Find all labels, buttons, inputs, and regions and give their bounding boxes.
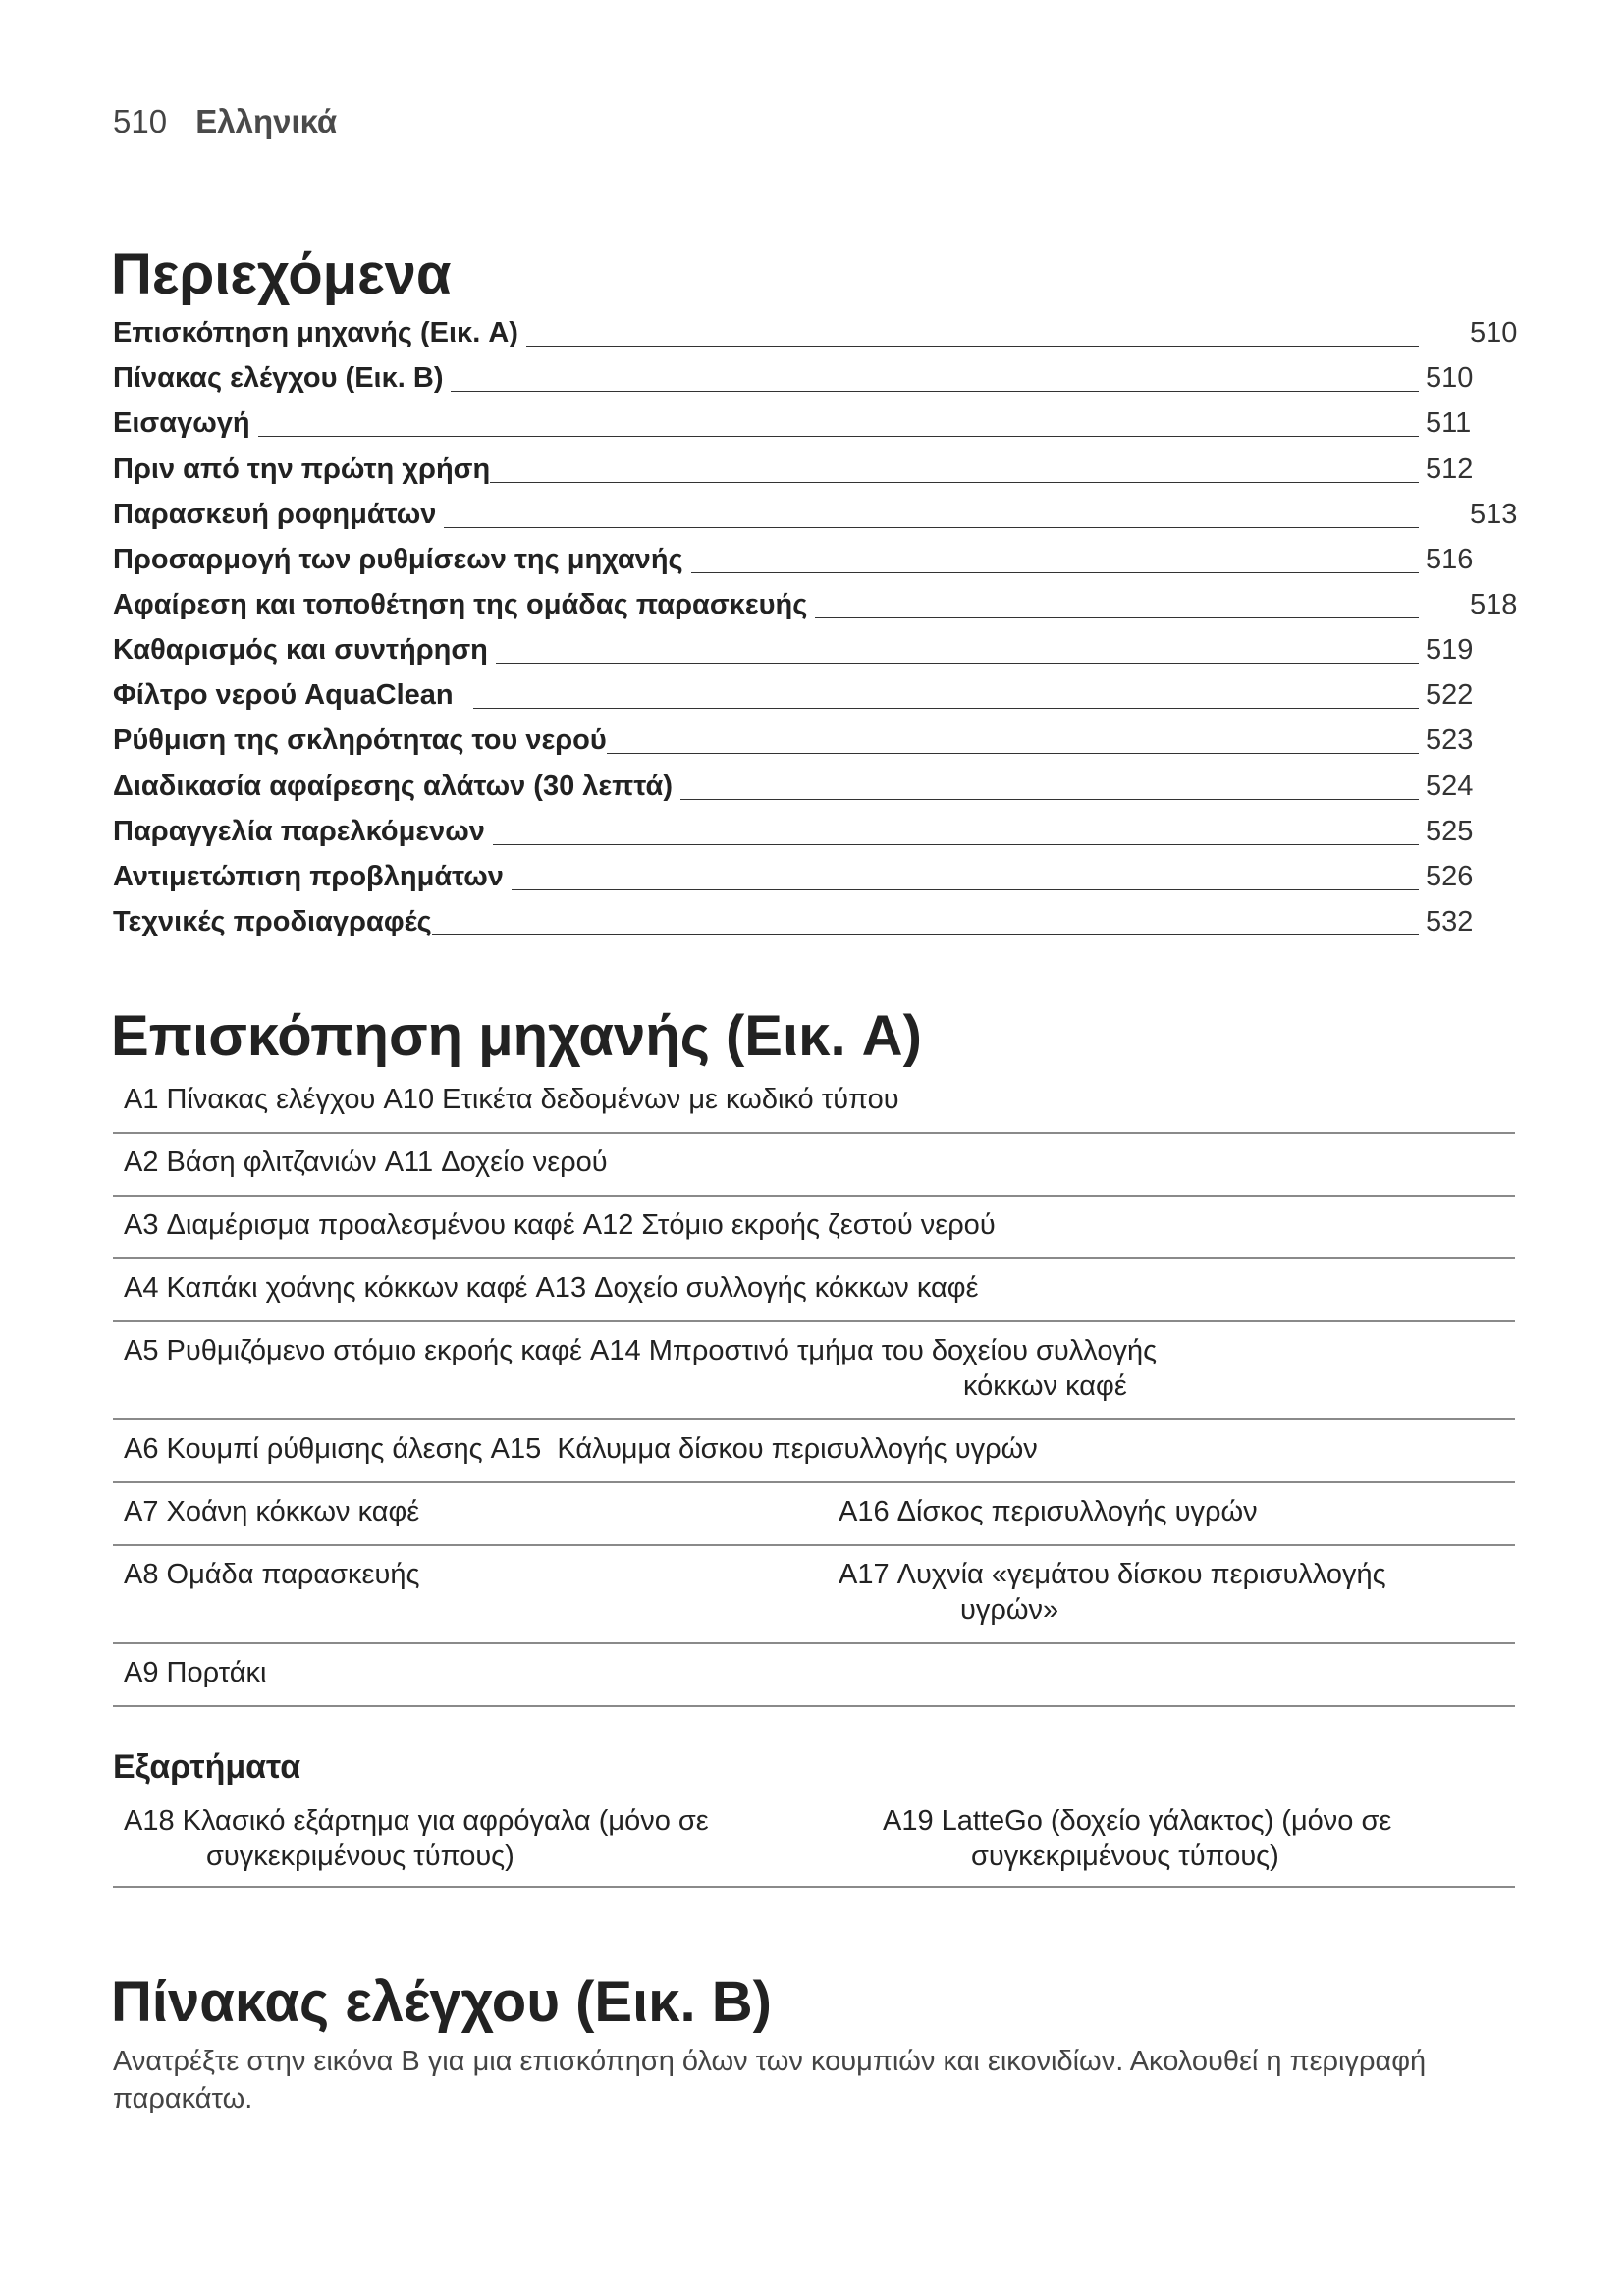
parts-row-text: A8 Ομάδα παρασκευής [124, 1559, 420, 1590]
toc-entry-page: 518 [1470, 588, 1518, 620]
parts-row-text: A3 Διαμέρισμα προαλεσμένου καφέ A12 Στόμιο εκροής ζεστού νερού [124, 1209, 996, 1241]
toc-entry-label: Φίλτρο νερού AquaClean [113, 679, 454, 712]
toc-entry-page: 513 [1470, 498, 1518, 530]
parts-list [113, 1074, 1515, 1707]
toc-entry[interactable] [113, 718, 1517, 763]
toc-entry-page: 510 [1426, 362, 1474, 395]
toc-leader-line [526, 346, 1419, 347]
toc-leader-line [473, 708, 1419, 709]
parts-row-text: A7 Χοάνη κόκκων καφέ [124, 1496, 420, 1527]
section-heading-machine-overview: Επισκόπηση μηχανής (Εικ. A) [111, 1004, 922, 1068]
parts-row [113, 1074, 1515, 1134]
toc-entry[interactable] [113, 582, 1517, 627]
toc-entry[interactable] [113, 809, 1517, 854]
toc-entry-label: Τεχνικές προδιαγραφές [113, 905, 432, 937]
section-heading-control-panel: Πίνακας ελέγχου (Εικ. B) [111, 1970, 772, 2034]
toc-entry[interactable] [113, 672, 1517, 718]
parts-row [113, 1197, 1515, 1259]
toc-leader-line [680, 799, 1419, 800]
toc-entry[interactable] [113, 854, 1517, 899]
parts-row [113, 1483, 1515, 1546]
accessories-heading: Εξαρτήματα [113, 1748, 301, 1786]
toc-title: Περιεχόμενα [111, 242, 452, 306]
parts-row-continuation: κόκκων καφέ [963, 1370, 1127, 1402]
parts-row [113, 1644, 1515, 1707]
toc-leader-line [493, 844, 1419, 845]
toc-entry[interactable] [113, 627, 1517, 672]
toc-entry-label: Πίνακας ελέγχου (Εικ. B) [113, 362, 444, 395]
toc-entry-page: 510 [1470, 317, 1518, 349]
toc-leader-line [432, 934, 1419, 935]
accessory-item [883, 1803, 1515, 1874]
parts-row-right-cell [839, 1557, 1515, 1628]
parts-row-left-cell [124, 1494, 839, 1529]
toc-entry-label: Παρασκευή ροφημάτων [113, 498, 437, 530]
toc-entry-label: Επισκόπηση μηχανής (Εικ. A) [113, 317, 518, 349]
toc-entry[interactable] [113, 763, 1517, 808]
toc-entry-page: 511 [1426, 407, 1472, 440]
accessories-row [113, 1793, 1515, 1888]
parts-row-text: A1 Πίνακας ελέγχου A10 Ετικέτα δεδομένων με κωδικό τύπου [124, 1084, 899, 1115]
toc-entry[interactable] [113, 310, 1517, 355]
accessory-item-text: A19 LatteGo (δοχείο γάλακτος) (μόνο σε [883, 1805, 1392, 1837]
toc-leader-line [691, 572, 1419, 573]
toc-entry-page: 532 [1426, 905, 1474, 937]
toc-entry[interactable] [113, 537, 1517, 582]
language-label: Ελληνικά [195, 103, 338, 139]
parts-row-text: A17 Λυχνία «γεμάτου δίσκου περισυλλογής [839, 1559, 1386, 1590]
toc-entry-label: Ρύθμιση της σκληρότητας του νερού [113, 724, 607, 757]
parts-row [113, 1546, 1515, 1644]
toc-entry-page: 523 [1426, 724, 1474, 757]
toc-entry-label: Πριν από την πρώτη χρήση [113, 453, 491, 485]
toc-entry-page: 524 [1426, 770, 1474, 802]
parts-row-text: A16 Δίσκος περισυλλογής υγρών [839, 1496, 1258, 1527]
control-panel-intro: Ανατρέξτε στην εικόνα B για μια επισκόπηση όλων των κουμπιών και εικονιδίων. Ακολουθεί η περιγραφή παρακάτω. [113, 2046, 1427, 2114]
table-of-contents [113, 310, 1517, 944]
toc-leader-line [815, 617, 1419, 618]
toc-entry-label: Προσαρμογή των ρυθμίσεων της μηχανής [113, 543, 683, 575]
parts-row [113, 1134, 1515, 1197]
parts-row-text: A4 Καπάκι χοάνης κόκκων καφέ A13 Δοχείο συλλογής κόκκων καφέ [124, 1272, 979, 1304]
toc-entry-page: 519 [1426, 634, 1474, 667]
parts-row [113, 1259, 1515, 1322]
parts-row-text: A9 Πορτάκι [124, 1657, 267, 1688]
toc-entry[interactable] [113, 400, 1517, 446]
toc-leader-line [496, 663, 1419, 664]
parts-row-left-cell [124, 1557, 839, 1628]
accessory-item-continuation: συγκεκριμένους τύπους) [971, 1841, 1279, 1872]
toc-leader-line [451, 391, 1419, 392]
accessory-item-text: A18 Κλασικό εξάρτημα για αφρόγαλα (μόνο σε [124, 1805, 709, 1837]
parts-row [113, 1420, 1515, 1483]
toc-entry-page: 512 [1426, 453, 1474, 485]
toc-leader-line [512, 889, 1419, 890]
toc-entry-label: Παραγγελία παρελκόμενων [113, 815, 485, 847]
parts-row-text: A5 Ρυθμιζόμενο στόμιο εκροής καφέ A14 Μπροστινό τμήμα του δοχείου συλλογής [124, 1335, 1158, 1366]
toc-entry[interactable] [113, 446, 1517, 491]
toc-entry[interactable] [113, 899, 1517, 944]
toc-entry[interactable] [113, 355, 1517, 400]
toc-entry-page: 526 [1426, 860, 1474, 892]
toc-leader-line [607, 753, 1419, 754]
parts-row-continuation: υγρών» [960, 1594, 1059, 1626]
toc-entry-page: 522 [1426, 679, 1474, 712]
accessory-item [124, 1803, 883, 1874]
parts-row-right-cell [839, 1494, 1515, 1529]
accessory-item-continuation: συγκεκριμένους τύπους) [206, 1841, 514, 1872]
toc-leader-line [258, 436, 1419, 437]
toc-entry-label: Εισαγωγή [113, 407, 250, 440]
toc-entry[interactable] [113, 492, 1517, 537]
toc-entry-label: Διαδικασία αφαίρεσης αλάτων (30 λεπτά) [113, 770, 673, 802]
parts-row-text: A2 Βάση φλιτζανιών A11 Δοχείο νερού [124, 1147, 608, 1178]
toc-entry-label: Αφαίρεση και τοποθέτηση της ομάδας παρασκευής [113, 588, 808, 620]
parts-row-text: A6 Κουμπί ρύθμισης άλεσης A15 Κάλυμμα δίσκου περισυλλογής υγρών [124, 1433, 1038, 1465]
toc-entry-label: Καθαρισμός και συντήρηση [113, 634, 488, 667]
toc-entry-page: 525 [1426, 815, 1474, 847]
running-header [113, 98, 337, 145]
toc-entry-label: Αντιμετώπιση προβλημάτων [113, 860, 504, 892]
parts-row [113, 1322, 1515, 1420]
toc-leader-line [490, 482, 1419, 483]
page-number: 510 [113, 103, 168, 139]
toc-leader-line [444, 527, 1419, 528]
toc-entry-page: 516 [1426, 543, 1474, 575]
